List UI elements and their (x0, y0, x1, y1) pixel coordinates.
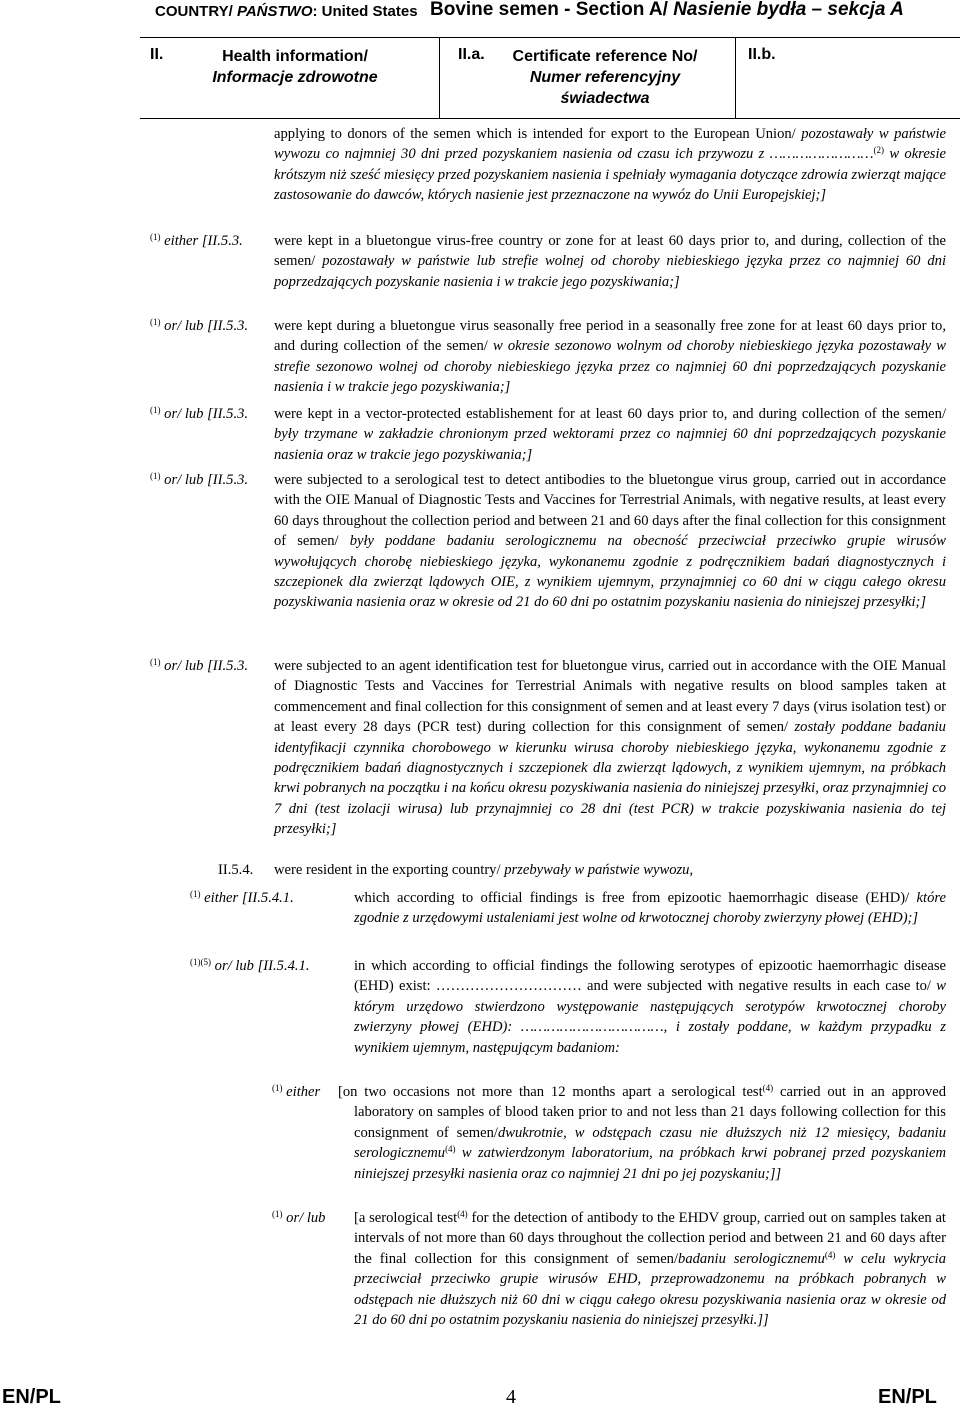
country-label-pl: PAŃSTWO (236, 3, 313, 20)
para-a-label-text: either [II.5.3. (164, 233, 243, 249)
cert-title (500, 46, 710, 109)
para-f-en: were resident in the exporting country/ (274, 862, 501, 878)
country-value: : United States (312, 3, 418, 20)
section-title-pl: Informacje zdrowotne (212, 69, 378, 86)
para-i-pl2: w zatwierdzonym laboratorium, na próbkach krwi pobranej przed pozyskaniem niniejszej przesyłki nasienia oraz co najmniej 21 dni po jej pozyskaniu;]] (354, 1145, 946, 1182)
para-h (354, 956, 946, 1058)
footer-left: EN/PL (2, 1386, 61, 1408)
para-b-en: were kept during a bluetongue virus seasonally free period in a seasonally free zone for at least 60 days prior to, and during collection of the semen/ (274, 318, 946, 355)
intro-en: applying to donors of the semen which is intended for export to the European Union/ (274, 126, 796, 142)
para-b-label (150, 316, 248, 336)
para-f-label-text: II.5.4. (218, 862, 254, 878)
intro-pl: pozostawały w państwie wywozu co najmniej 30 dni przed pozyskaniem nasienia od czasu ich przywozu z …………………… (274, 126, 946, 163)
para-f-label (218, 860, 253, 880)
footnote-ref: (1) (150, 657, 161, 667)
footer-right: EN/PL (878, 1386, 937, 1408)
footnote-ref: (1) (272, 1083, 283, 1093)
para-j-en2: for the detection of antibody to the EHDV group, carried out on samples taken at intervals of not more than 60 days throughout the collection period and between 21 and 60 days after the final collection for this consignment of semen/ (354, 1210, 946, 1267)
para-b-pl: w okresie sezonowo wolnym od choroby niebieskiego języka pozostawały w strefie sezonowo wolnej od choroby niebieskiego języka przez co najmniej 60 dni poprzedzających pozyskanie nasienia i w trakcie jego pozyskiwania;] (274, 338, 946, 396)
country-line (155, 3, 418, 20)
footnote-ref: (1) (190, 889, 201, 899)
para-i-en1: [on two occasions not more than 12 months apart a serological test (338, 1084, 763, 1100)
para-i-footnote2: (4) (445, 1144, 456, 1155)
para-c-en: were kept in a vector-protected establishement for at least 60 days prior to, and during collection of the semen/ (274, 406, 946, 422)
country-label: COUNTRY/ (155, 3, 233, 20)
intro-footnote: (2) (873, 145, 885, 156)
intro-paragraph (274, 124, 946, 206)
para-g-en: which according to official findings is free from epizootic haemorrhagic disease (EHD)/ (354, 890, 910, 906)
para-a-pl: pozostawały w państwie lub strefie wolnej od choroby niebieskiego języka przez co najmniej 60 dni poprzedzających pozyskanie nasienia i w trakcie jego pozyskiwania;] (274, 253, 946, 290)
para-i-footnote: (4) (762, 1083, 774, 1093)
para-g-label-text: either [II.5.4.1. (204, 890, 294, 906)
para-j-footnote: (4) (457, 1209, 468, 1219)
footnote-ref: (1) (150, 471, 161, 481)
page-number: 4 (506, 1386, 516, 1408)
para-g-label (190, 888, 294, 908)
section-box-health (140, 37, 440, 119)
section-box-cert (440, 37, 736, 119)
para-i-label-text: either (286, 1084, 321, 1100)
para-d-en: were subjected to a serological test to detect antibodies to the bluetongue virus group, carried out in accordance with the OIE Manual of Diagnostic Tests and Vaccines for Terrestrial Animals, with negative results, at least every 60 days throughout the collection period and between 21 and 60 days after the final collection for this consignment of semen/ (274, 472, 946, 550)
footnote-ref: (1) (150, 405, 161, 415)
para-e-label-text: or/ lub [II.5.3. (164, 658, 249, 674)
para-j-footnote2: (4) (824, 1249, 836, 1260)
footnote-ref-h: (1)(5) (190, 957, 211, 967)
para-b (274, 316, 946, 398)
para-d-label-text: or/ lub [II.5.3. (164, 472, 249, 488)
para-h-pl: w którym urzędowo stwierdzono występowanie następujących serotypów krwotocznej choroby zwierzyny płowej (EHD): ……………………………, i zostały poddane, w każdym przypadku z wynikiem ujemnym, następującym badaniom: (354, 978, 946, 1056)
para-f-pl: przebywały w państwie wywozu, (504, 862, 694, 878)
para-i-en2: carried out in an approved laboratory on samples of blood taken prior to and not less than 21 days following collection for this consignment of semen/ (354, 1084, 946, 1141)
para-c-label-text: or/ lub [II.5.3. (164, 406, 249, 422)
para-d-label (150, 470, 248, 490)
para-j (354, 1208, 946, 1330)
section-title (180, 46, 410, 88)
box3-number: II.b. (748, 46, 776, 63)
para-j-label (272, 1208, 325, 1228)
para-a (274, 231, 946, 292)
para-d (274, 470, 946, 613)
para-i-pl1: dwukrotnie, w odstępach czasu nie dłuższych niż 12 miesięcy, badaniu serologicznemu (354, 1124, 946, 1162)
para-j-pl2: w celu wykrycia przeciwciał przeciwko grupie wirusów EHD, przeprowadzonemu na próbkach pobranych w odstępach nie dłuższych niż 60 dni w ciągu całego okresu pozyskiwania nasienia oraz w okresie od 21 do 60 dni po ostatnim pozyskaniu nasienia do niniejszej przesyłki.]] (354, 1250, 946, 1329)
para-a-label (150, 231, 243, 251)
cert-title-en: Certificate reference No/ (512, 48, 698, 65)
para-g-pl: które zgodnie z urzędowymi ustaleniami jest wolne od krwotocznej choroby zwierzyny płowej (EHD);] (354, 890, 946, 927)
section-box-iib (736, 37, 960, 119)
title-pl: Nasienie bydła – sekcja A (673, 0, 904, 20)
para-c-label (150, 404, 248, 424)
footnote-ref: (1) (150, 317, 161, 327)
para-f (274, 860, 946, 880)
para-h-en: in which according to official findings the following serotypes of epizootic haemorrhagic disease (EHD) exist: ………………………… and were subjected with negative results in each case to/ (354, 958, 946, 995)
para-j-en1: [a serological test (354, 1210, 458, 1226)
para-i-label (272, 1082, 320, 1102)
para-e (274, 656, 946, 840)
para-e-pl: zostały poddane badaniu identyfikacji czynnika chorobowego w kierunku wirusa choroby niebieskiego języka, wykonanemu zgodnie z podręcznikiem badań diagnostycznych i szczepionek dla zwierząt lądowych, z wynikiem ujemnym, na próbkach krwi pobranych na początku i na końcu okresu pozyskiwania nasienia do niniejszej przesyłki, oraz przynajmniej co 7 dni (test izolacji wirusa) lub przynajmniej co 28 dni (test PCR) w trakcie pozyskiwania nasienia do tej przesyłki;] (274, 719, 946, 838)
title-en: Bovine semen - Section A/ (430, 0, 668, 20)
para-g (354, 888, 946, 929)
cert-title-pl2: świadectwa (560, 90, 650, 107)
para-c-pl: były trzymane w zakładzie chronionym przed wektorami przez co najmniej 60 dni poprzedzających pozyskanie nasienia oraz w trakcie jego pozyskiwania;] (274, 426, 946, 463)
para-e-label (150, 656, 248, 676)
document-title (430, 0, 904, 21)
para-c (274, 404, 946, 465)
cert-title-pl1: Numer referencyjny (529, 69, 681, 86)
para-h-label (190, 956, 310, 976)
para-j-pl1: badaniu serologicznemu (678, 1250, 825, 1267)
intro-pl2: w okresie krótszym niż sześć miesięcy przed pozyskaniem nasienia i spełniały wymagania dotyczące zdrowia zwierząt mające zastosowanie do dawców, których nasienie jest przeznaczone na wywóz do Unii Europejskiej;] (274, 146, 947, 204)
footnote-ref: (1) (272, 1209, 283, 1219)
para-e-en: were subjected to an agent identification test for bluetongue virus, carried out in accordance with the OIE Manual of Diagnostic Tests and Vaccines for Terrestrial Animals with negative results on blood samples taken at commencement and final collection for this consignment of semen and at least every 7 days (virus isolation test) or at least every 28 days (PCR test) during collection for this consignment of semen/ (274, 658, 946, 736)
para-j-label-text: or/ lub (286, 1210, 326, 1226)
section-title-en: Health information/ (222, 48, 368, 65)
para-i (338, 1082, 946, 1184)
cert-number: II.a. (458, 46, 485, 63)
para-a-en: were kept in a bluetongue virus-free country or zone for at least 60 days prior to, and during, collection of the semen/ (274, 233, 946, 270)
page-header (155, 0, 935, 22)
para-d-pl: były poddane badaniu serologicznemu na obecność przeciwciał przeciwko grupie wirusów wywołujących chorobę niebieskiego języka, wykonanemu zgodnie z podręcznikiem badań diagnostycznych i szczepionek dla zwierząt lądowych OIE, z wynikiem ujemnym, przynajmniej co 60 dni w ciągu całego okresu pozyskiwania nasienia oraz w okresie od 21 do 60 dni po ostatnim pozyskaniu nasienia do niniejszej przesyłki;] (274, 533, 946, 611)
footnote-ref: (1) (150, 232, 161, 242)
para-h-label-text: or/ lub [II.5.4.1. (214, 958, 310, 974)
para-b-label-text: or/ lub [II.5.3. (164, 318, 249, 334)
section-number: II. (150, 46, 164, 63)
